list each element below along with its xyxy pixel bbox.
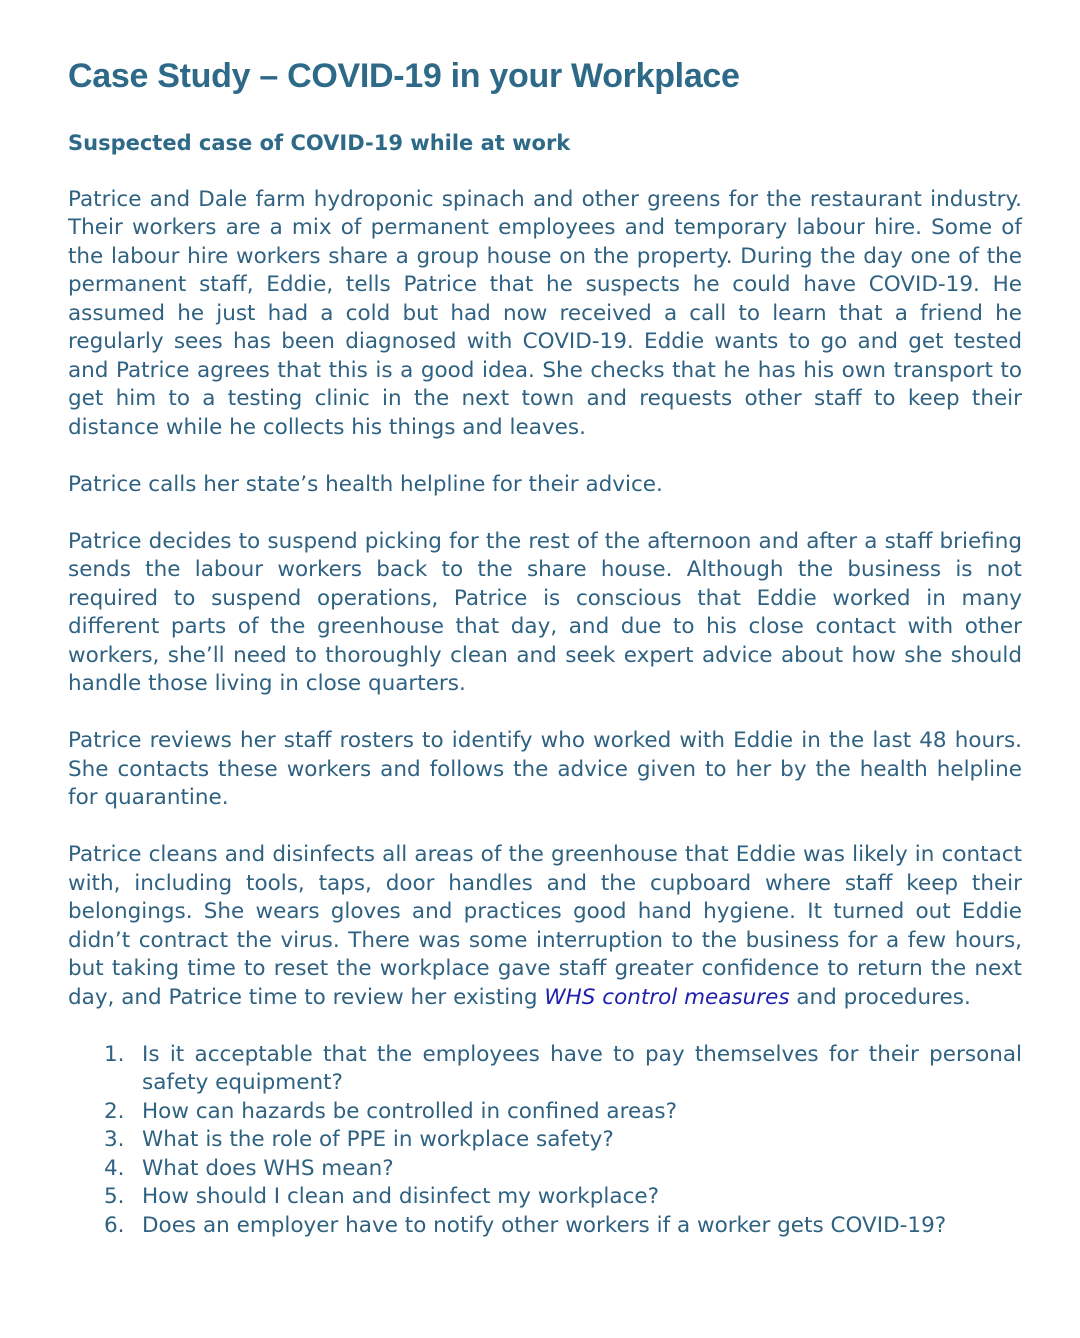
paragraph-suspend: Patrice decides to suspend picking for the rest of the afternoon and after a staff briefing sends the labour workers back to the share house. Although the business is not required to suspend operations, Patrice is conscious that Eddie worked in many different parts of the greenhouse that day, and due to his close contact with other workers, she’ll need to thoroughly clean and seek expert advice about how she should handle those living in close quarters. <box>68 528 1022 696</box>
list-item <box>104 1126 1022 1155</box>
list-item-number: 1. <box>104 1041 125 1067</box>
list-item <box>104 1212 1022 1241</box>
list-item <box>104 1098 1022 1127</box>
document-page <box>68 52 1022 1240</box>
paragraph-rosters: Patrice reviews her staff rosters to identify who worked with Eddie in the last 48 hours. She contacts these workers and follows the advice given to her by the health helpline for quarantine. <box>68 728 1022 810</box>
paragraph-cleaning <box>68 841 1022 1012</box>
list-item-text: What is the role of PPE in workplace safety? <box>142 1127 614 1152</box>
paragraph-intro: Patrice and Dale farm hydroponic spinach and other greens for the restaurant industry. Their workers are a mix of permanent employees and temporary labour hire. Some of the labour hire workers share a group house on the property. During the day one of the permanent staff, Eddie, tells Patrice that he suspects he could have COVID-19. He assumed he just had a cold but had now received a call to learn that a friend he regularly sees has been diagnosed with COVID-19. Eddie wants to go and get tested and Patrice agrees that this is a good idea. She checks that he has his own transport to get him to a testing clinic in the next town and requests other staff to keep their distance while he collects his things and leaves. <box>68 186 1022 440</box>
paragraph-cleaning-text: Patrice cleans and disinfects all areas of the greenhouse that Eddie was likely in contact with, including tools, taps, door handles and the cupboard where staff keep their belongings. She wears gloves and practices good hand hygiene. It turned out Eddie didn’t contract the virus. There was some interruption to the business for a few hours, but taking time to reset the workplace gave staff greater confidence to return the next day, and Patrice time to review her existing <box>68 842 1022 1010</box>
list-item-text: How should I clean and disinfect my workplace? <box>142 1184 660 1209</box>
list-item <box>104 1155 1022 1184</box>
paragraph-cleaning-tail: and procedures. <box>789 984 971 1010</box>
section-subtitle: Suspected case of COVID-19 while at work <box>68 131 571 155</box>
list-item <box>104 1183 1022 1212</box>
list-item-text: Does an employer have to notify other workers if a worker gets COVID-19? <box>142 1212 947 1238</box>
list-item-number: 4. <box>104 1155 125 1181</box>
list-item-number: 6. <box>104 1212 125 1238</box>
paragraph-helpline: Patrice calls her state’s health helpline for their advice. <box>68 471 663 497</box>
list-item-number: 3. <box>104 1127 125 1152</box>
list-item-text: Is it acceptable that the employees have to pay themselves for their personal safety equipment? <box>142 1041 1022 1095</box>
whs-control-measures-link[interactable]: WHS control measures <box>544 984 790 1010</box>
list-item-text: How can hazards be controlled in confined areas? <box>142 1098 677 1124</box>
list-item-number: 5. <box>104 1184 125 1209</box>
list-item <box>104 1041 1022 1098</box>
list-item-number: 2. <box>104 1098 125 1124</box>
questions-list <box>68 1041 1022 1241</box>
page-title: Case Study – COVID-19 in your Workplace <box>68 57 740 95</box>
list-item-text: What does WHS mean? <box>142 1155 394 1181</box>
